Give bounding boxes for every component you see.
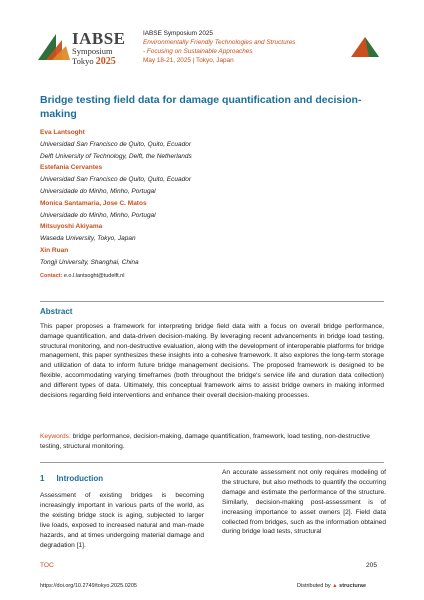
structurae-logo-icon: ▲ — [332, 583, 338, 589]
author-affiliation: Universidade do Minho, Minho, Portugal — [40, 187, 156, 195]
author-affiliation: Universidade do Minho, Minho, Portugal — [40, 211, 156, 219]
abstract-heading: Abstract — [40, 307, 73, 316]
contact-line — [40, 271, 390, 283]
conference-header — [143, 29, 363, 65]
divider — [40, 301, 384, 302]
intro-column-1: Assessment of existing bridges is becoming increasingly important in various parts of the world, as the existing bridge stock is aging, subjected to larger live loads, exposed to increased natural and man-made hazards, and at times undergoing material damage and degradation [1]. — [40, 492, 204, 549]
keywords-text: bridge performance, decision-making, damage quantification, framework, load testing, non-destructive testing, structural monitoring. — [40, 433, 370, 450]
author-name: Monica Santamaria, Jose C. Matos — [40, 199, 147, 207]
keywords-label: Keywords: — [40, 433, 71, 440]
author-affiliation: Delft University of Technology, Delft, the Netherlands — [40, 152, 192, 160]
distributor — [297, 583, 366, 589]
contact-label: Contact: — [40, 272, 63, 279]
author-list — [40, 127, 390, 282]
logo-tokyo: Tokyo 2025 — [72, 56, 116, 67]
author-affiliation: Universidad San Francisco de Quito, Quito, Ecuador — [40, 176, 192, 184]
conference-theme-2: - Focusing on Sustainable Approaches — [143, 48, 253, 55]
conference-name: IABSE Symposium 2025 — [143, 30, 213, 37]
author-affiliation: Waseda University, Tokyo, Japan — [40, 235, 136, 243]
distributed-by-label: Distributed by — [297, 583, 331, 589]
section-title: Introduction — [56, 474, 104, 483]
section-heading — [40, 474, 103, 483]
author-name: Mitsuyoshi Akiyama — [40, 223, 103, 231]
conference-theme-1: Environmentally Friendly Technologies and Structures — [143, 39, 296, 46]
author-name: Estefania Cervantes — [40, 164, 103, 172]
logo-symposium: Symposium — [72, 46, 113, 56]
intro-column-2: An accurate assessment not only requires modeling of the structure, but also methods to quantify the occurring damage and estimate the performance of the structure. Similarly, decision-making post-assessment is of increasing importance to asset owners [2]. Field data collected from bridges, such as the information obtained during bridge load tests, structural — [222, 469, 386, 536]
author-affiliation: Universidad San Francisco de Quito, Quito, Ecuador — [40, 140, 192, 148]
page-number: 205 — [366, 562, 378, 569]
paper-title: Bridge testing field data for damage quantification and decision-making — [40, 94, 362, 120]
iabse-logo-icon — [36, 30, 76, 62]
doi-link[interactable]: https://doi.org/10.2749/tokyo.2025.0205 — [40, 583, 137, 589]
author-name: Eva Lantsoght — [40, 129, 85, 136]
corner-logo-icon — [349, 35, 381, 59]
abstract-text: This paper proposes a framework for interpreting bridge field data with a focus on overall bridge performance, damage quantification, and data-driven decision-making. By leveraging recent advancements in bridge load testing, structural monitoring, and non-destructive evaluation, along with the development of interoperable platforms for bridge management, this paper synthesizes these insights into a cohesive framework. It also explores the long-term storage and utilization of data to inform future bridge management decisions. The proposed framework is designed to be flexible, accommodating varying timeframes (both throughout the bridge's service life and duration data collection) and different types of data. Ultimately, this conceptual framework aims to assist bridge owners in making informed decisions regarding field interventions and enhance their overall decision-making processes. — [40, 323, 384, 399]
keywords — [40, 432, 384, 452]
contact-email[interactable]: e.o.l.lantsoght@tudelft.nl — [63, 272, 125, 279]
divider — [40, 462, 384, 463]
author-name: Xin Ruan — [40, 246, 69, 254]
brand-name: structurae — [339, 583, 367, 589]
iabse-logo-text — [72, 30, 134, 67]
toc-link[interactable]: TOC — [40, 562, 54, 569]
conference-dates: May 18-21, 2025 | Tokyo, Japan — [143, 57, 234, 64]
logo-iabse: IABSE — [72, 29, 126, 48]
author-affiliation: Tongji University, Shanghai, China — [40, 258, 139, 266]
section-number: 1 — [40, 474, 45, 483]
